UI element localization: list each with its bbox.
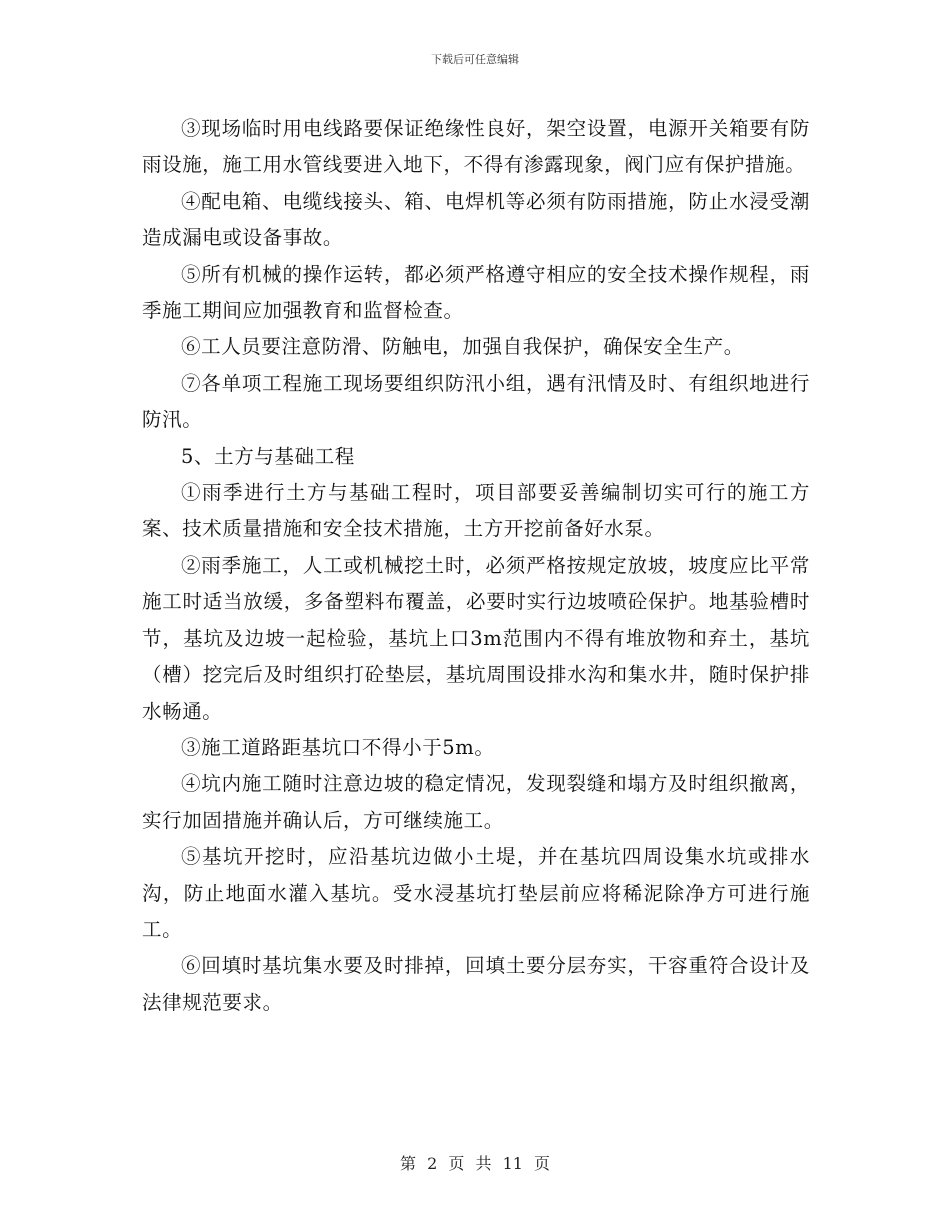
footer-page-unit: 页	[448, 1154, 465, 1173]
page-footer	[0, 1153, 950, 1175]
paragraph: ⑥工人员要注意防滑、防触电，加强自我保护，确保安全生产。	[181, 335, 744, 359]
footer-total-pages: 11	[502, 1154, 523, 1173]
page-header: 下载后可任意编辑	[431, 53, 519, 66]
document-body	[142, 111, 810, 1021]
paragraph: ⑤所有机械的操作运转，都必须严格遵守相应的安全技术操作规程，雨季施工期间应加强教育和监督检查。	[142, 262, 810, 323]
paragraph: ④坑内施工随时注意边坡的稳定情况，发现裂缝和塌方及时组织撤离，实行加固措施并确认后，方可继续施工。	[142, 772, 810, 832]
paragraph: ①雨季进行土方与基础工程时，项目部要妥善编制切实可行的施工方案、技术质量措施和安全技术措施，土方开挖前备好水泵。	[142, 481, 810, 541]
footer-page-number: 2	[427, 1154, 438, 1173]
paragraph: ④配电箱、电缆线接头、箱、电焊机等必须有防雨措施，防止水浸受潮造成漏电或设备事故。	[142, 189, 810, 250]
footer-total-prefix: 共	[475, 1154, 492, 1173]
paragraph: ③施工道路距基坑口不得小于5m。	[181, 735, 495, 759]
paragraph: ②雨季施工，人工或机械挖土时，必须严格按规定放坡，坡度应比平常施工时适当放缓，多备塑料布覆盖，必要时实行边坡喷砼保护。地基验槽时节，基坑及边坡一起检验，基坑上口3m范围内不得有堆放物和弃土，基坑（槽）挖完后及时组织打砼垫层，基坑周围设排水沟和集水井，随时保护排水畅通。	[142, 553, 810, 723]
paragraph: ⑦各单项工程施工现场要组织防汛小组，遇有汛情及时、有组织地进行防汛。	[142, 371, 810, 432]
paragraph: ③现场临时用电线路要保证绝缘性良好，架空设置，电源开关箱要有防雨设施，施工用水管线要进入地下，不得有渗露现象，阀门应有保护措施。	[142, 117, 810, 177]
paragraph: ⑤基坑开挖时，应沿基坑边做小土堤，并在基坑四周设集水坑或排水沟，防止地面水灌入基坑。受水浸基坑打垫层前应将稀泥除净方可进行施工。	[142, 845, 810, 941]
section-heading: 5、土方与基础工程	[181, 444, 355, 468]
footer-total-unit: 页	[534, 1154, 551, 1173]
paragraph: ⑥回填时基坑集水要及时排掉，回填土要分层夯实，干容重符合设计及法律规范要求。	[142, 954, 810, 1014]
footer-prefix: 第	[399, 1154, 416, 1173]
